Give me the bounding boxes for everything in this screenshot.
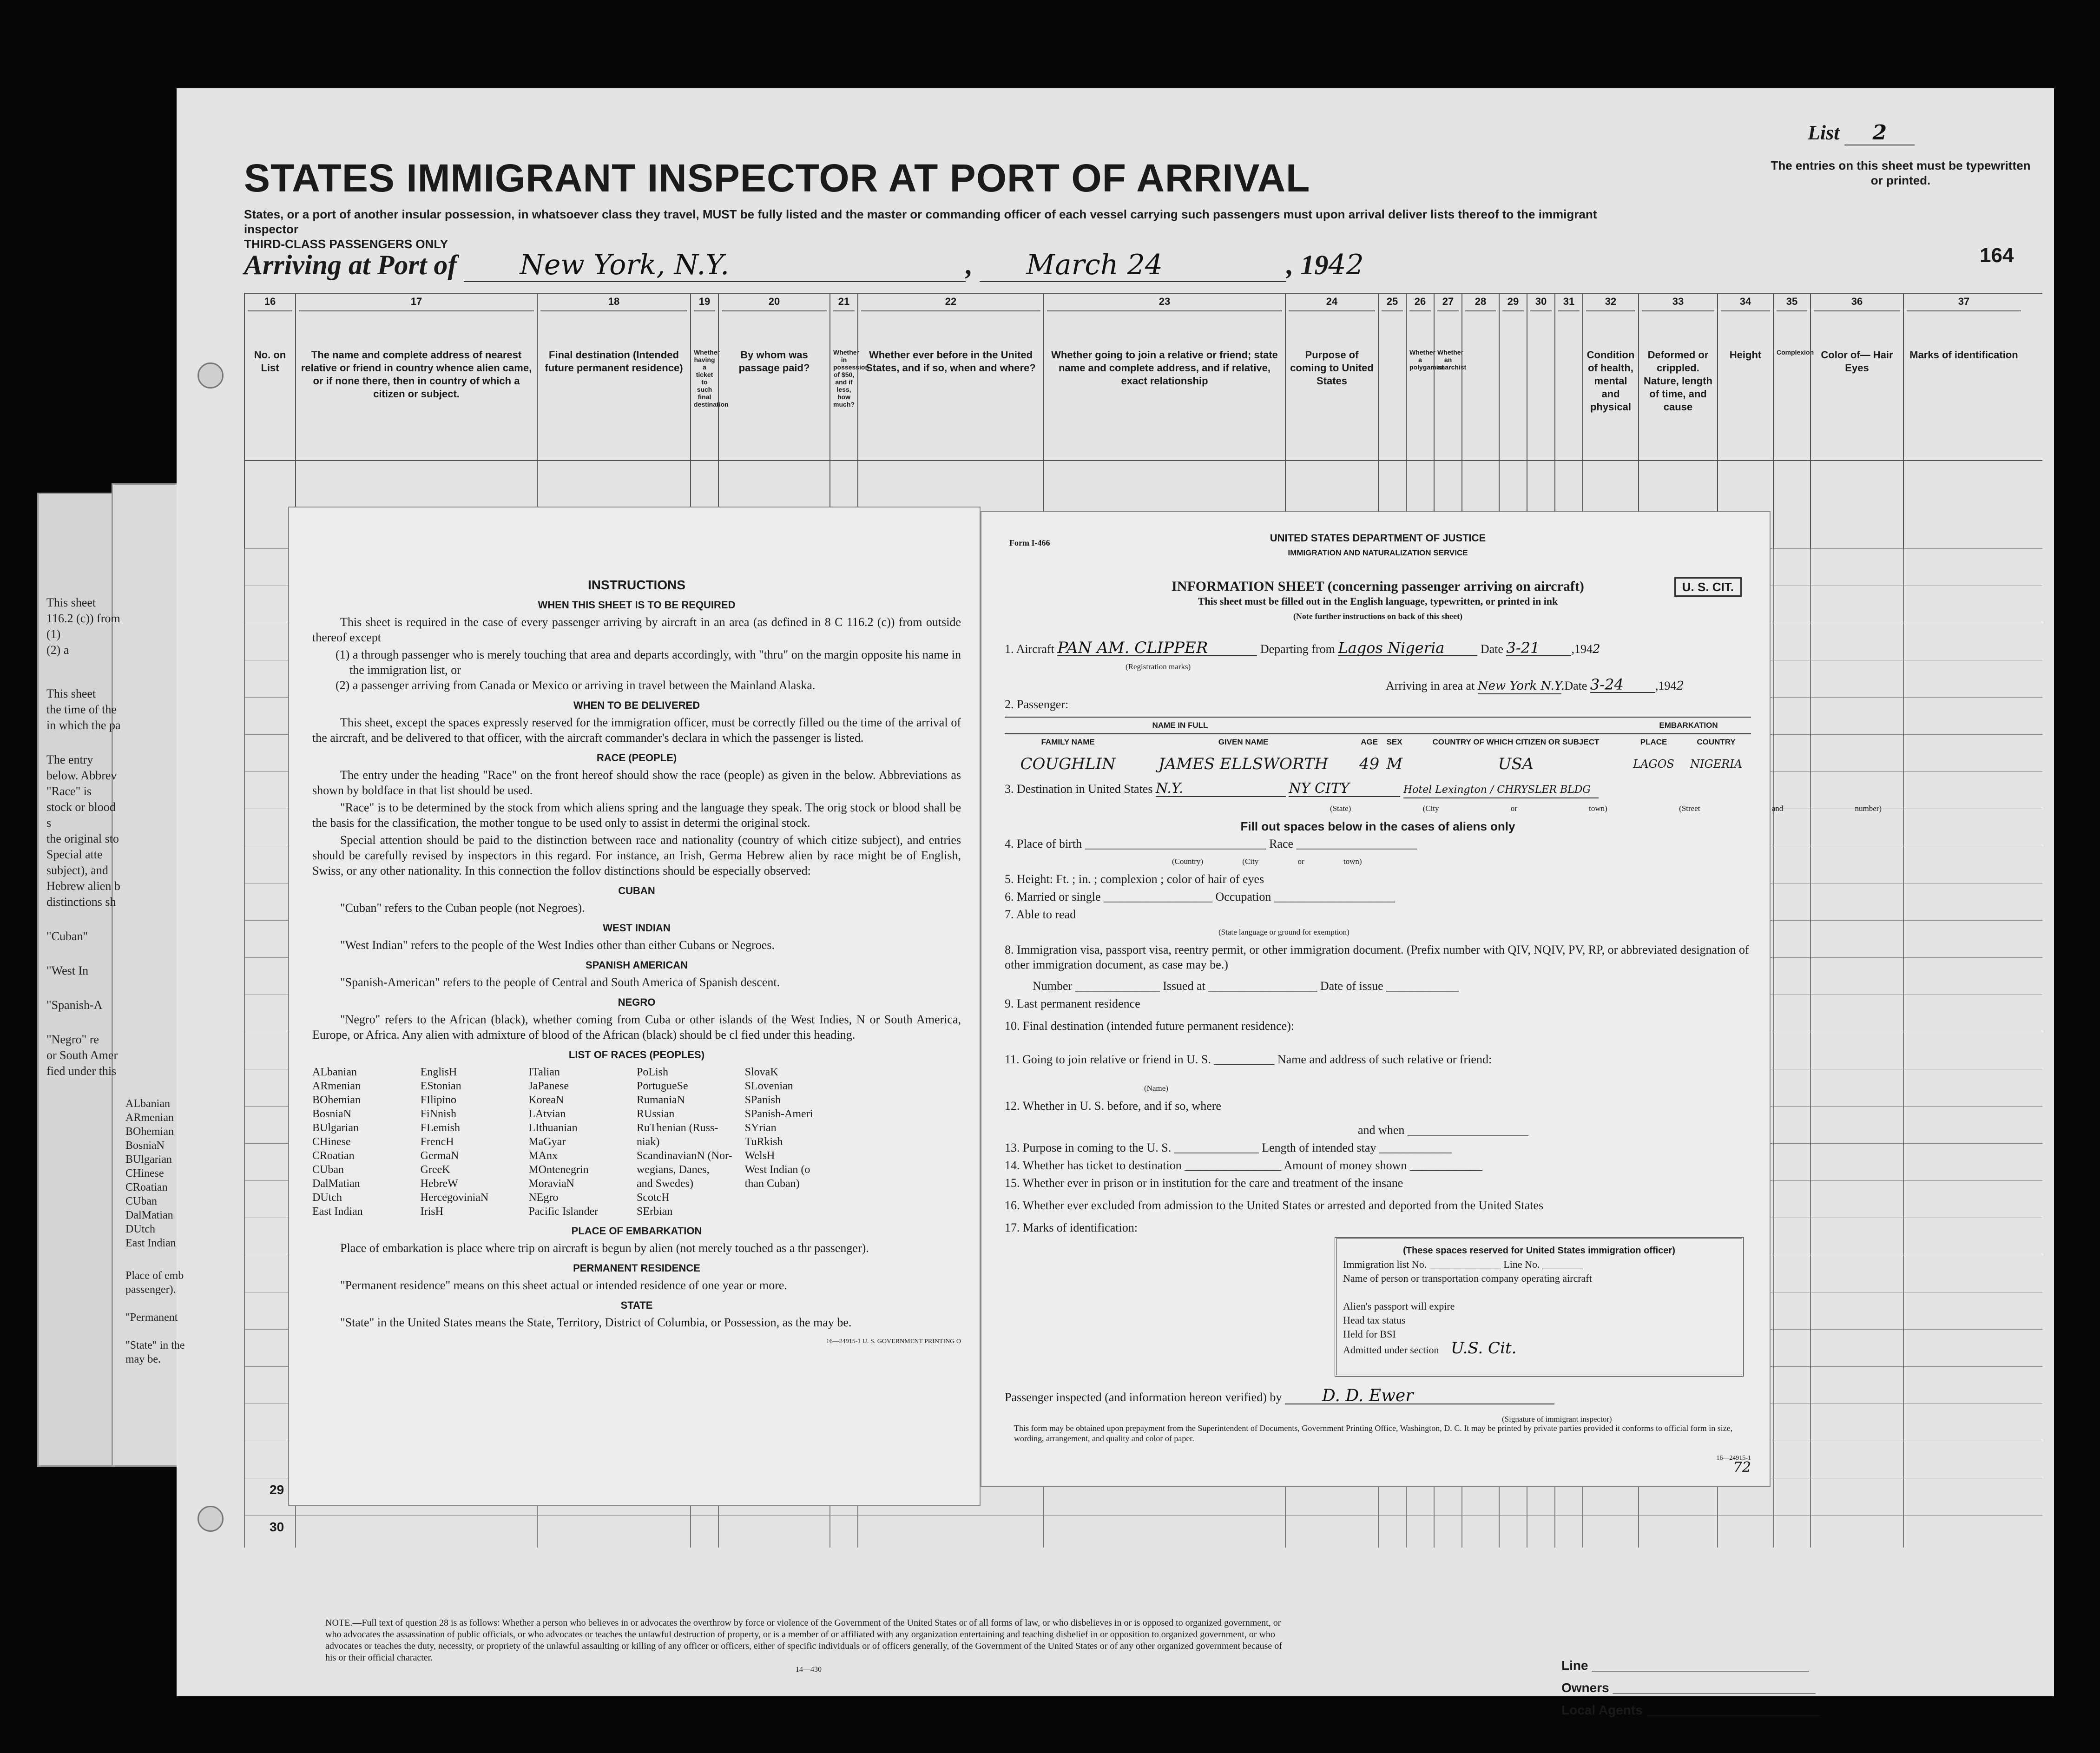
instructions-sections: [312, 597, 961, 1042]
typewritten-note: The entries on this sheet must be typewritten or printed.: [1771, 158, 2031, 187]
race-item: [853, 1121, 961, 1135]
race-item: [853, 1107, 961, 1121]
race-item: [853, 1205, 961, 1219]
manifest-title: STATES IMMIGRANT INSPECTOR AT PORT OF ARRIVAL: [244, 156, 1310, 200]
race-item: DUtch: [312, 1192, 342, 1204]
race-item: [853, 1163, 961, 1177]
race-item: BosniaN: [312, 1108, 351, 1120]
section-heading: WHEN TO BE DELIVERED: [573, 699, 700, 711]
officer-reserved-box: (These spaces reserved for United States immigration officer) Immigration list No. ______________ Line No. ________ Name of person or transportation company operating aircraft Alien's passport will expire Head tax status Held for BSI Admitted under section U.S. Cit.: [1335, 1237, 1744, 1377]
race-item: FrencH: [420, 1136, 454, 1148]
race-item: MoraviaN: [528, 1178, 574, 1190]
race-item: BUlgarian: [312, 1122, 359, 1134]
race-item: [853, 1177, 961, 1191]
instructions-sheet: [288, 507, 981, 1506]
header-rule-bottom: [244, 460, 2042, 461]
column-header: 27 Whether an anarchist: [1434, 293, 1461, 548]
race-item: RumaniaN: [637, 1094, 685, 1106]
citizenship: USA: [1498, 755, 1534, 773]
race-item: [853, 1191, 961, 1205]
inspected-row: Passenger inspected (and information hereon verified) by D. D. Ewer: [1005, 1389, 1554, 1405]
admitted-value: U.S. Cit.: [1451, 1339, 1517, 1358]
column-header: 16 No. on List: [244, 293, 295, 548]
section-heading: PERMANENT RESIDENCE: [573, 1262, 700, 1274]
back-sheet-races: ALbanian ARmenian BOhemian BosniaN BUlgarian CHinese CRoatian CUban DalMatian DUtch East Indian Place of emb passenger). "Permanent "State" in the may be.: [125, 1098, 185, 1365]
column-header: 17 The name and complete address of nearest relative or friend in country whence alien came, or if none there, then in country of which a citizen or subject.: [295, 293, 537, 548]
races-heading: LIST OF RACES (PEOPLES): [568, 1049, 705, 1061]
race-item: ITalian: [528, 1066, 560, 1078]
race-item: [853, 1093, 961, 1107]
row-number-30: 30: [270, 1520, 284, 1534]
paragraph: "Permanent residence" means on this sheet actual or intended residence of one year or more.: [340, 1279, 787, 1292]
section-heading: WEST INDIAN: [603, 922, 671, 934]
race-item: [853, 1135, 961, 1149]
race-item: MOntenegrin: [528, 1164, 589, 1176]
race-item: SLovenian: [744, 1080, 793, 1092]
list-number: List 2: [1808, 121, 1915, 145]
race-item: East Indian: [312, 1206, 363, 1218]
column-rule: [1773, 548, 1774, 1548]
race-item: EStonian: [420, 1080, 461, 1092]
section-heading: STATE: [620, 1299, 653, 1311]
race-item: GreeK: [420, 1164, 450, 1176]
paragraph: "Spanish-American" refers to the people of Central and South America of Spanish descent.: [340, 975, 780, 989]
header-rule: [244, 293, 2042, 294]
column-header: 29: [1499, 293, 1527, 548]
list-item: (2) a passenger arriving from Canada or Mexico or arriving in travel between the Mainland Alaska.: [336, 679, 816, 692]
race-item: HebreW: [420, 1178, 458, 1190]
section-heading: NEGRO: [618, 996, 656, 1008]
aircraft-row: 1. Aircraft PAN AM. CLIPPER Departing from Lagos Nigeria Date 3-21 ,1942: [1005, 639, 1600, 657]
punch-hole: [197, 1506, 224, 1532]
race-item: IrisH: [420, 1206, 443, 1218]
row-number-29: 29: [270, 1483, 284, 1497]
paragraph: Place of embarkation is place where trip on aircraft is begun by alien (not merely touched as a thr passenger).: [340, 1241, 869, 1255]
arrival-line: Arriving at Port of New York, N.Y. , March 24 , 1942: [244, 249, 1364, 281]
race-item: ScotcH: [637, 1192, 670, 1204]
race-item: MAnx: [528, 1150, 558, 1162]
races-list: [312, 1065, 961, 1219]
column-header: 22 Whether ever before in the United States, and if so, when and where?: [857, 293, 1043, 548]
embark-place: LAGOS: [1633, 758, 1674, 771]
column-header: 33 Deformed or crippled. Nature, length of time, and cause: [1638, 293, 1717, 548]
race-item: NEgro: [528, 1192, 559, 1204]
race-item: JaPanese: [528, 1080, 569, 1092]
passenger-table: NAME IN FULL EMBARKATION FAMILY NAME GIVEN NAME AGE SEX COUNTRY OF WHICH CITIZEN OR SUBJECT PLACE COUNTRY COUGHLIN JAMES ELLSWORTH 49 M USA LAGOS NIGERIA: [1005, 717, 1751, 772]
column-header: 23 Whether going to join a relative or friend; state name and complete address, and if relative, exact relationship: [1043, 293, 1285, 548]
list-item: (1) a through passenger who is merely touching that area and departs accordingly, with "thru" on the margin opposite his name in the immigration list, or: [336, 648, 961, 677]
signature-lines: Line ______________________________ Owners ____________________________ Local Agents ________________________: [1561, 1658, 1820, 1717]
corner-mark: 72: [1733, 1459, 1751, 1476]
column-rule: [244, 548, 245, 1548]
info-footer: This form may be obtained upon prepayment from the Superintendent of Documents, Government Printing Office, Washington, D. C. It may be printed by private parties provided it conforms to official form in size, wording, arrangement, and quality and color of paper.: [1014, 1423, 1733, 1443]
race-item: than Cuban): [744, 1178, 800, 1190]
race-item: PortugueSe: [637, 1080, 688, 1092]
race-item: LAtvian: [528, 1108, 566, 1120]
race-item: CUban: [312, 1164, 344, 1176]
punch-hole: [197, 362, 224, 389]
race-item: niak): [637, 1136, 660, 1148]
date-handwritten: March 24: [980, 249, 1286, 282]
race-item: SErbian: [637, 1206, 673, 1218]
family-name: COUGHLIN: [1020, 755, 1116, 773]
race-item: SPanish: [744, 1094, 781, 1106]
paragraph: "Negro" refers to the African (black), whether coming from Cuba or other islands of the West Indies, N or South America, Europe, or Africa. Any alien with admixture of blood of the African (black) should be cl fied under this heading.: [312, 1013, 961, 1041]
column-header: 19 Whether having a ticket to such final destination: [690, 293, 718, 548]
race-item: EnglisH: [420, 1066, 457, 1078]
race-item: CRoatian: [312, 1150, 355, 1162]
race-item: RUssian: [637, 1108, 675, 1120]
race-item: SYrian: [744, 1122, 777, 1134]
sex: M: [1386, 755, 1403, 773]
race-item: [853, 1149, 961, 1163]
column-header: 28: [1461, 293, 1499, 548]
race-item: [853, 1079, 961, 1093]
page-number: 164: [1980, 244, 2014, 267]
instructions-heading: INSTRUCTIONS: [588, 578, 685, 592]
column-header: 26 Whether a polygamist: [1406, 293, 1434, 548]
given-name: JAMES ELLSWORTH: [1158, 755, 1329, 773]
paragraph: Special attention should be paid to the distinction between race and nationality (country of which citize subject), and entries should be carefully revised by inspectors in this regard. For instance, an Irish, Germa Hebrew alien by race might be of English, Swiss, or any other nationality. In this connection the follov distinctions should be especially observed:: [312, 833, 961, 877]
section-heading: SPANISH AMERICAN: [585, 959, 688, 971]
race-item: [745, 1205, 853, 1219]
race-item: CHinese: [312, 1136, 351, 1148]
race-item: FiNnish: [420, 1108, 457, 1120]
info-title: INFORMATION SHEET (concerning passenger arriving on aircraft): [1172, 579, 1584, 594]
service: IMMIGRATION AND NATURALIZATION SERVICE: [1288, 548, 1468, 557]
information-sheet: Form I-466 UNITED STATES DEPARTMENT OF JUSTICE IMMIGRATION AND NATURALIZATION SERVICE U. S. CIT. INFORMATION SHEET (concerning passenger arriving on aircraft) This sheet must be filled out in the English language, typewritten, or printed in ink (Note further instructions on back of this sheet) 1. Aircraft PAN AM. CLIPPER Departing from Lagos Nigeria Date 3-21 ,1942 (Registration marks) Arriving in area at New York N.Y. Date 3-24 ,1942 2. Passenger: NAME IN FULL EMBARKATION FAMILY NAME GIVEN NAME AGE SEX COUNTRY OF WHICH CITIZEN OR SUBJECT PLACE COUNTRY COUGHLIN JAMES ELLSWORTH 49 M USA LAGOS NIGERIA 3. Destination in United States N.Y. NY CITY Hotel Lexington / CHRYSLER BLDG (State) (City or town) (Street and number) Fill out spaces below in the cases of aliens only 4. Place of birth ______________________________ Race ____________________ (Country) (City or town) 5. Height: Ft. ; in. ; complexion ; color of hair of eyes 6. Married or single __________________ Occupation ____________________ 7. Able to read (State language or ground for exemption) 8. Immigration visa, passport visa, reentry permit, or other immigration document. (Prefix number with QIV, NQIV, PV, RP, or abbreviated designation of other immigration document, as case may be.) Number ______________ Issued at __________________ Date of issue ____________ 9. Last permanent residence 10. Final destination (intended future permanent residence): 11. Going to join relative or friend in U. S. __________ Name and address of such relative or friend: (Name) 12. Whether in U. S. before, and if so, where and when ____________________ 13. Purpose in coming to the U. S. ______________ Length of intended stay ____________ 14. Whether has ticket to destination ________________ Amount of money shown ____________ 15. Whether ever in prison or in institution for the care and treatment of the insane 16. Whether ever excluded from admission to the United States or arrested and deported from the United States 17. Marks of identification: (These spaces reserved for United States immigration officer) Immigration list No. ______________ Line No. ________ Name of person or transportation company operating aircraft Alien's passport will expire Head tax status Held for BSI Admitted under section U.S. Cit. Passenger inspected (and information hereon verified) by D. D. Ewer (Signature of immigrant inspector) This form may be obtained upon prepayment from the Superintendent of Documents, Government Printing Office, Washington, D. C. It may be printed by private parties provided it conforms to official form in size, wording, arrangement, and quality and color of paper. 16—24915-1 72: [981, 511, 1771, 1487]
race-item: [745, 1191, 853, 1205]
paragraph: "Race" is to be determined by the stock from which aliens spring and the language they speak. The orig stock or blood shall be the basis for the classification, the mother tongue to be used only to assist in determi the original stock.: [312, 801, 961, 830]
race-item: FLemish: [420, 1122, 460, 1134]
race-item: TuRkish: [744, 1136, 783, 1148]
paragraph: This sheet is required in the case of every passenger arriving by aircraft in an area (as defined in 8 C 116.2 (c)) from outside thereof except: [312, 615, 961, 644]
race-item: SPanish-Ameri: [744, 1108, 813, 1120]
race-item: RuThenian (Russ-: [637, 1122, 718, 1134]
race-item: ALbanian: [312, 1066, 357, 1078]
race-item: [853, 1065, 961, 1079]
arriving-row: Arriving in area at New York N.Y. Date 3-24 ,1942: [1386, 676, 1684, 693]
section-heading: CUBAN: [618, 885, 655, 896]
race-item: GermaN: [420, 1150, 459, 1162]
departing-value: Lagos Nigeria: [1338, 640, 1477, 656]
department: UNITED STATES DEPARTMENT OF JUSTICE: [1270, 532, 1486, 544]
paragraph: This sheet, except the spaces expressly reserved for the immigration officer, must be correctly filled ou the time of the arrival of the aircraft, and be delivered to that officer, with the aircraft commander's declara in which the passenger is listed.: [312, 716, 961, 745]
section-heading: WHEN THIS SHEET IS TO BE REQUIRED: [538, 599, 736, 611]
race-item: ARmenian: [312, 1080, 361, 1092]
column-header: 36 Color of— Hair Eyes: [1810, 293, 1903, 548]
race-item: ScandinavianN (Nor-: [637, 1150, 732, 1162]
paragraph: "West Indian" refers to the people of the West Indies other than either Cubans or Negroes.: [340, 938, 775, 952]
paragraph: "State" in the United States means the State, Territory, District of Columbia, or Possession, as the may be.: [340, 1316, 852, 1329]
row-rule: [244, 1515, 2042, 1516]
question-28-note: NOTE.—Full text of question 28 is as follows: Whether a person who believes in or advocates the overthrow by force or violence of the Government of the United States or of all forms of law, or who disbelieves in or is opposed to organized government, or who advocates the assassination of public officials, or who advocates or teaches the unlawful destruction of property, or is a member of or affiliated with any organization entertaining and teaching disbelief in or opposition to organized government, or who advocates or teaches the duty, necessity, or propriety of the unlawful assaulting or killing of any officer or officers, either of specific individuals or of officers generally, of the Government of the United States or of any other organized government because of his or their official character. 14—430: [325, 1618, 1282, 1674]
back-sheet-fragments: This sheet 116.2 (c)) from (1) (2) a This sheet the time of the in which the pa The entry below. Abbrev "Race" is stock or blood s the original sto Special atte subject), and Hebrew alien b distinctions sh "Cuban" "West In "Spanish-A "Negro" re or South Amer fied under this: [46, 596, 121, 1078]
column-header: 25: [1378, 293, 1406, 548]
inspector-signature: D. D. Ewer: [1285, 1389, 1554, 1404]
destination-row: 3. Destination in United States N.Y. NY CITY Hotel Lexington / CHRYSLER BLDG: [1005, 781, 1751, 798]
section-heading: PLACE OF EMBARKATION: [571, 1225, 702, 1237]
column-header: 31: [1554, 293, 1582, 548]
section-heading: RACE (PEOPLE): [596, 752, 677, 764]
us-citizen-stamp: U. S. CIT.: [1674, 577, 1742, 597]
paragraph: The entry under the heading "Race" on the front hereof should show the race (people) as given in the below. Abbreviations as shown by boldface in that list should be used.: [312, 768, 961, 797]
race-item: LIthuanian: [528, 1122, 578, 1134]
aircraft-value: PAN AM. CLIPPER: [1057, 640, 1257, 656]
race-item: SlovaK: [744, 1066, 778, 1078]
column-header: 18 Final destination (Intended future permanent residence): [537, 293, 690, 548]
column-rule: [1810, 548, 1811, 1548]
race-item: KoreaN: [528, 1094, 564, 1106]
instructions-footer-code: 16—24915-1 U. S. GOVERNMENT PRINTING O: [826, 1338, 961, 1345]
column-rule: [1903, 548, 1904, 1548]
race-item: and Swedes): [637, 1178, 693, 1190]
column-header: 24 Purpose of coming to United States: [1285, 293, 1378, 548]
embark-country: NIGERIA: [1690, 758, 1743, 771]
column-header: 21 Whether in possession of $50, and if less, how much?: [829, 293, 857, 548]
race-item: West Indian (o: [744, 1164, 810, 1176]
race-item: BOhemian: [312, 1094, 361, 1106]
column-header: 20 By whom was passage paid?: [718, 293, 829, 548]
port-handwritten: New York, N.Y.: [464, 249, 966, 282]
race-item: HercegoviniaN: [420, 1192, 489, 1204]
column-header: 30: [1527, 293, 1554, 548]
column-header: 37 Marks of identification: [1903, 293, 2024, 548]
instructions-tail: [312, 1223, 961, 1330]
race-item: DalMatian: [312, 1178, 360, 1190]
race-item: PoLish: [637, 1066, 669, 1078]
column-header: 32 Condition of health, mental and physical: [1582, 293, 1638, 548]
column-header: 35 Complexion: [1773, 293, 1810, 548]
manifest-subtitle: States, or a port of another insular possession, in whatsoever class they travel, MUST be fully listed and the master or commanding officer of each vessel carrying such passengers must upon arrival deliver lists thereof to the immigrant inspector THIRD-CLASS PASSENGERS ONLY: [244, 207, 1597, 251]
race-item: FIlipino: [420, 1094, 456, 1106]
paragraph: "Cuban" refers to the Cuban people (not Negroes).: [340, 901, 585, 915]
race-item: MaGyar: [528, 1136, 566, 1148]
column-header: 34 Height: [1717, 293, 1773, 548]
race-item: wegians, Danes,: [637, 1164, 710, 1176]
race-item: Pacific Islander: [528, 1206, 599, 1218]
form-number: Form I-466: [1009, 538, 1050, 547]
age: 49: [1359, 755, 1380, 773]
race-item: WelsH: [744, 1150, 775, 1162]
